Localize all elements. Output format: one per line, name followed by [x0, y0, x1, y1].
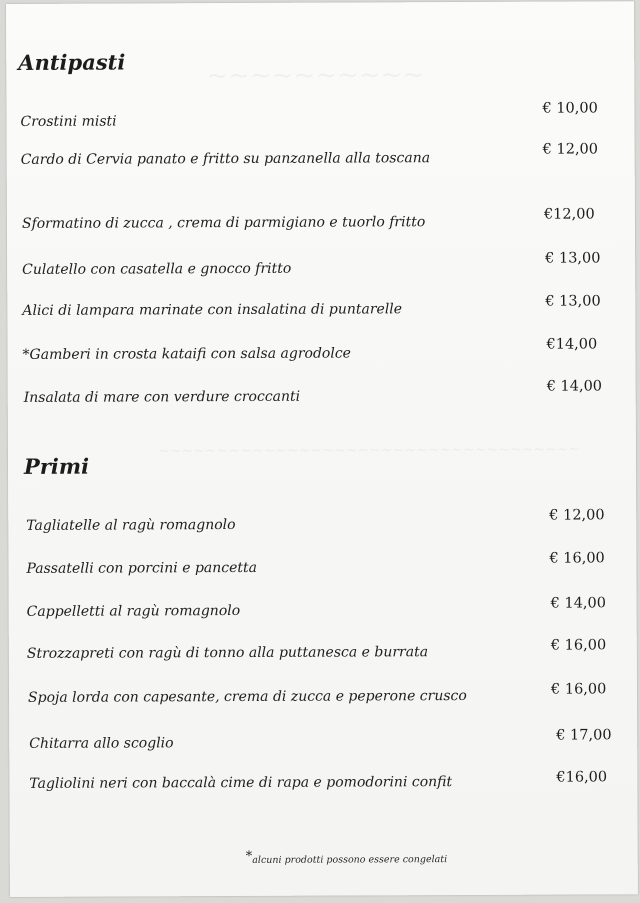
item-price: € 17,00 [556, 727, 612, 744]
item-price: € 16,00 [550, 681, 607, 698]
menu-item [7, 250, 635, 286]
section-title-antipasti: Antipasti [18, 49, 126, 75]
item-price: € 12,00 [549, 507, 605, 524]
item-price: €12,00 [543, 206, 595, 223]
bleed-through-decoration: ~~~~~~~~~~~~~~~~~~~~~~~~~~~~~~~~~~~~ [157, 441, 581, 460]
menu-item [7, 336, 635, 371]
menu-page [6, 1, 638, 897]
menu-item [9, 637, 637, 670]
item-name: Cappelletti al ragù romagnolo [26, 602, 241, 620]
item-name: Cardo di Cervia panato e fritto su panzanella alla toscana [20, 150, 431, 168]
footnote-text: alcuni prodotti possono essere congelati [252, 854, 448, 866]
item-name: Passatelli con porcini e pancetta [26, 559, 258, 577]
menu-item [9, 595, 637, 628]
item-name: Strozzapreti con ragù di tonno alla puttanesca e burrata [26, 644, 429, 662]
menu-item [7, 293, 635, 327]
item-price: € 12,00 [542, 141, 599, 158]
bleed-through-decoration: ~~~~~~~~~~ [206, 60, 425, 92]
menu-item [9, 681, 637, 714]
item-price: € 13,00 [545, 250, 601, 267]
item-name: *Gamberi in crosta kataifi con salsa agrodolce [22, 345, 351, 363]
item-name: Culatello con casatella e gnocco fritto [22, 260, 292, 278]
item-price: € 14,00 [550, 595, 607, 612]
menu-item [9, 727, 637, 760]
item-name: Chitarra allo scoglio [29, 735, 174, 752]
item-name: Tagliatelle al ragù romagnolo [26, 517, 236, 534]
item-price: € 13,00 [545, 293, 601, 310]
item-name: Tagliolini neri con baccalà cime di rapa e pomodorini confit [29, 774, 453, 792]
item-price: €16,00 [556, 769, 608, 786]
menu-item [8, 550, 636, 585]
item-name: Sformatino di zucca , crema di parmigiano e tuorlo fritto [21, 214, 426, 232]
menu-item [7, 141, 635, 176]
menu-item [7, 206, 635, 240]
section-title-primi: Primi [23, 453, 90, 479]
menu-item [6, 100, 634, 138]
item-price: € 14,00 [546, 378, 603, 395]
item-name: Crostini misti [20, 113, 117, 130]
item-price: €14,00 [546, 336, 598, 353]
item-name: Spoja lorda con capesante, crema di zucca e peperone crusco [27, 687, 467, 706]
item-price: € 10,00 [542, 100, 598, 117]
menu-item [8, 507, 636, 542]
footnote-star: * [245, 848, 253, 864]
menu-item [9, 769, 637, 800]
item-name: Insalata di mare con verdure croccanti [23, 388, 301, 406]
item-price: € 16,00 [550, 637, 607, 654]
item-price: € 16,00 [549, 550, 605, 567]
footnote [246, 848, 447, 866]
menu-item [8, 378, 636, 414]
item-name: Alici di lampara marinate con insalatina di puntarelle [22, 301, 403, 319]
